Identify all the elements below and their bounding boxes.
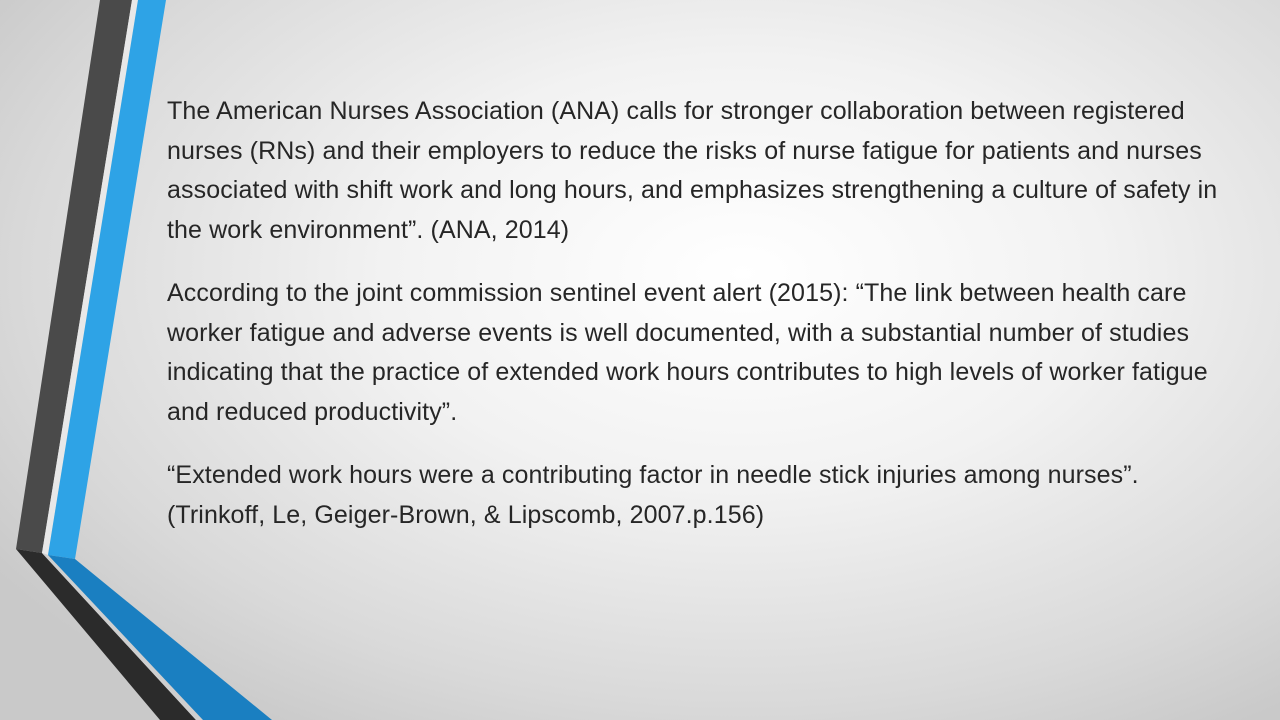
light-separator-lower	[42, 553, 203, 720]
slide-body	[167, 92, 1227, 535]
paragraph-ana-quote: The American Nurses Association (ANA) calls for stronger collaboration between registered nurses (RNs) and their employers to reduce the risks of nurse fatigue for patients and nurses associated with shift work and long hours, and emphasizes strengthening a culture of safety in the work environment”. (ANA, 2014)	[167, 97, 1218, 244]
dark-stripe-lower	[16, 549, 196, 720]
paragraph-joint-commission: According to the joint commission sentinel event alert (2015): “The link between health care worker fatigue and adverse events is well documented, with a substantial number of studies indicating that the practice of extended work hours contributes to high levels of worker fatigue and reduced productivity”.	[167, 279, 1208, 426]
paragraph-needle-stick: “Extended work hours were a contributing factor in needle stick injuries among nurses”. (Trinkoff, Le, Geiger-Brown, & Lipscomb, 2007.p.156)	[167, 461, 1139, 529]
